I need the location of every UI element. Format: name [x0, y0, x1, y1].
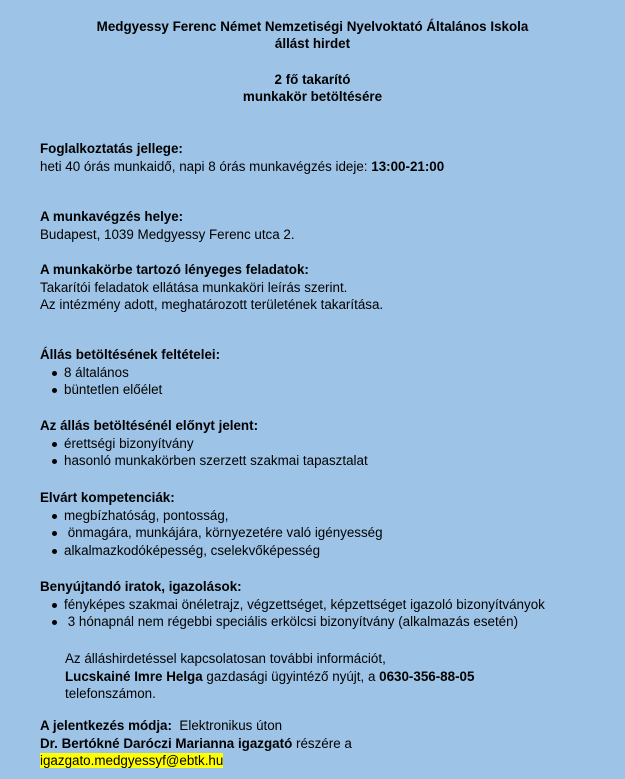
bullet-icon [52, 620, 57, 625]
apply-line-1 [40, 717, 620, 735]
list-item [40, 381, 620, 399]
list-item-text: önmagára, munkájára, környezetére való igényesség [64, 525, 383, 541]
info-line-3: telefonszámon. [65, 686, 156, 701]
list-item-text: büntetlen előélet [64, 382, 163, 398]
list-item-text: fényképes szakmai önéletrajz, végzettséget, képzettséget igazoló bizonyítványok [64, 596, 545, 612]
info-line-2 [65, 668, 625, 686]
location-section [40, 208, 620, 243]
info-line-1: Az álláshirdetéssel kapcsolatosan további információt, [65, 651, 386, 666]
bullet-icon [52, 549, 57, 554]
list-item [40, 435, 620, 453]
location-text: Budapest, 1039 Medgyessy Ferenc utca 2. [40, 226, 295, 242]
employment-section [40, 140, 620, 175]
list-item [40, 364, 620, 382]
bullet-icon [52, 531, 57, 536]
list-item [40, 452, 620, 470]
list-item [40, 507, 620, 525]
requirements-section [40, 346, 620, 399]
list-item-text: érettségi bizonyítvány [64, 435, 194, 451]
apply-line-2 [40, 735, 620, 753]
documents-list [40, 596, 620, 632]
principal-name: Dr. Bertókné Daróczi Marianna igazgató [40, 735, 293, 751]
list-item [40, 596, 620, 614]
duties-line-1: Takarítói feladatok ellátása munkaköri leírás szerint. [40, 279, 348, 295]
employment-hours: 13:00-21:00 [371, 158, 445, 174]
position-title: 2 fő takarító [274, 72, 351, 87]
employment-heading: Foglalkoztatás jellege: [40, 141, 183, 156]
list-item-text: megbízhatóság, pontosság, [64, 507, 229, 523]
duties-heading: A munkakörbe tartozó lényeges feladatok: [40, 262, 309, 277]
advantages-section [40, 417, 620, 470]
list-item [40, 542, 620, 560]
title-block [0, 18, 625, 52]
info-section [40, 650, 625, 703]
contact-name: Lucskainé Imre Helga [65, 668, 203, 684]
email-link[interactable]: igazgato.medgyessyf@ebtk.hu [40, 753, 224, 768]
competencies-section [40, 489, 620, 560]
location-heading: A munkavégzés helye: [40, 209, 184, 224]
bullet-icon [52, 388, 57, 393]
documents-heading: Benyújtandó iratok, igazolások: [40, 579, 242, 594]
advantages-list [40, 435, 620, 471]
principal-suffix: részére a [292, 735, 352, 751]
bullet-icon [52, 442, 57, 447]
contact-role: gazdasági ügyintéző nyújt, a [202, 668, 380, 684]
apply-heading: A jelentkezés módja: [40, 718, 172, 733]
apply-method: Elektronikus úton [171, 718, 283, 733]
list-item-text: hasonló munkakörben szerzett szakmai tapasztalat [64, 453, 368, 469]
documents-section [40, 578, 620, 631]
position-subtitle: munkakör betöltésére [242, 89, 383, 104]
list-item [40, 613, 620, 631]
duties-section [40, 261, 620, 314]
bullet-icon [52, 371, 57, 376]
list-item-text: 3 hónapnál nem régebbi speciális erkölcsi bizonyítvány (alkalmazás esetén) [64, 614, 519, 630]
advantages-heading: Az állás betöltésénél előnyt jelent: [40, 418, 259, 433]
position-block [0, 71, 625, 105]
employment-desc: heti 40 órás munkaidő, napi 8 órás munkavégzés ideje: [40, 158, 372, 174]
requirements-heading: Állás betöltésének feltételei: [40, 347, 221, 362]
bullet-icon [52, 459, 57, 464]
bullet-icon [52, 514, 57, 519]
bullet-icon [52, 603, 57, 608]
requirements-list [40, 364, 620, 400]
competencies-heading: Elvárt kompetenciák: [40, 490, 175, 505]
competencies-list [40, 507, 620, 560]
list-item-text: 8 általános [64, 364, 129, 380]
announce-text: állást hirdet [274, 36, 351, 51]
duties-line-2: Az intézmény adott, meghatározott területének takarítása. [40, 297, 384, 312]
list-item [40, 524, 620, 542]
employment-text [40, 158, 620, 176]
phone-number: 0630-356-88-05 [379, 668, 475, 684]
school-name: Medgyessy Ferenc Német Nemzetiségi Nyelvoktató Általános Iskola [96, 19, 529, 34]
apply-section [40, 717, 620, 770]
apply-line-3 [40, 752, 620, 770]
list-item-text: alkalmazkodóképesség, cselekvőképesség [64, 543, 321, 559]
